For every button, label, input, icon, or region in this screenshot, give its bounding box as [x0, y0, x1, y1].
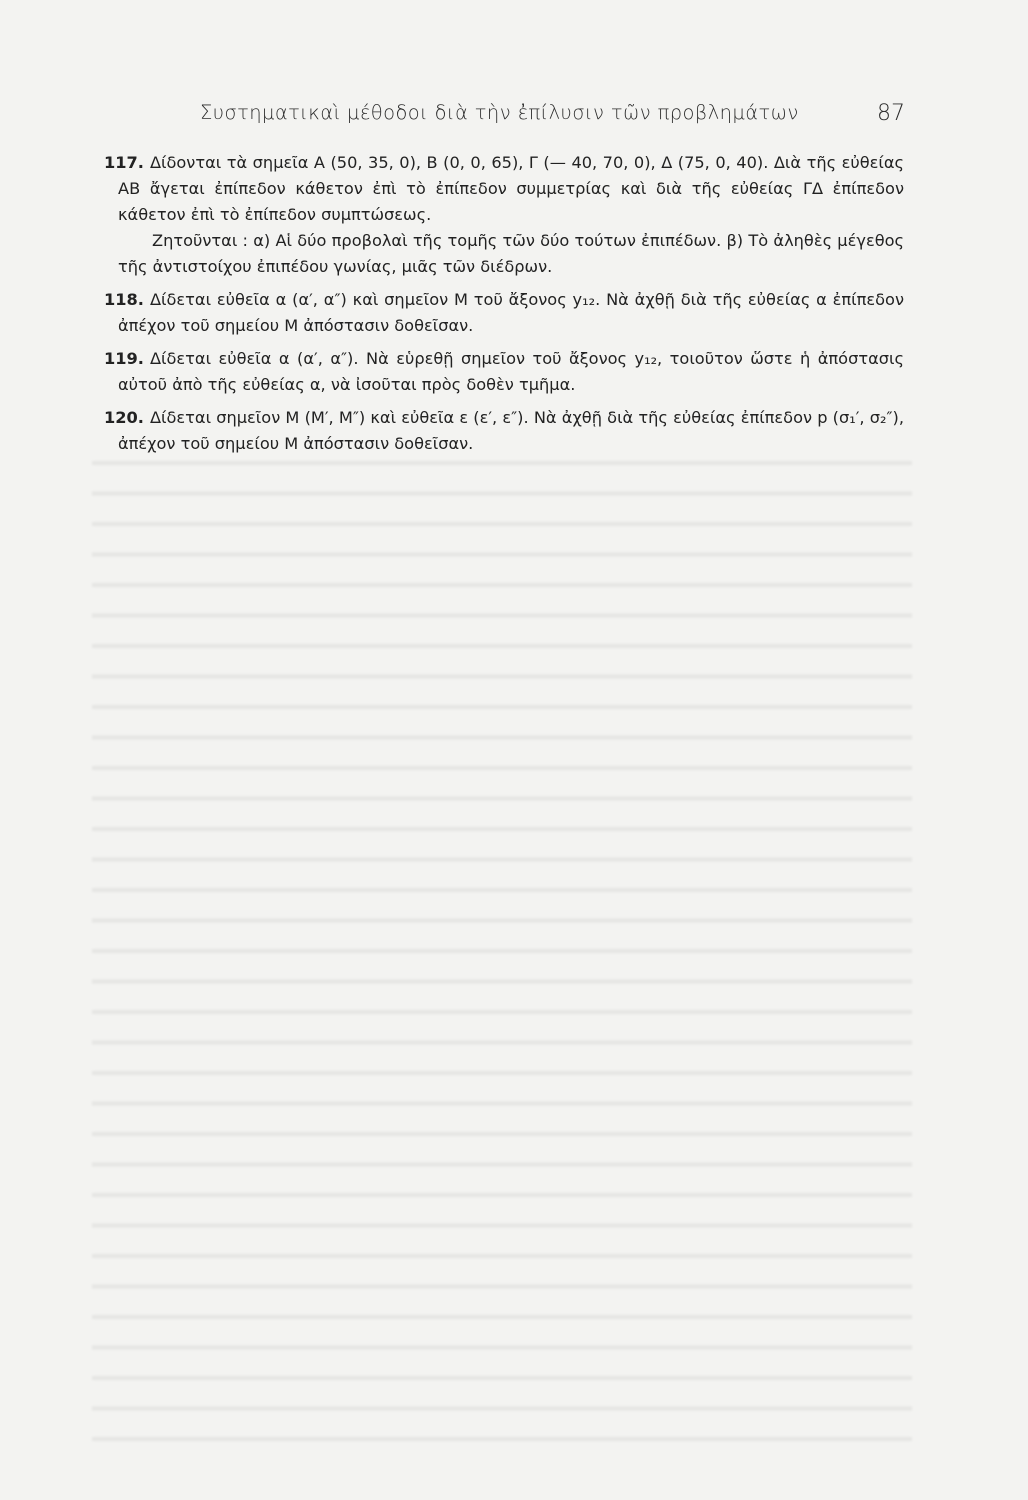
problem-text: Δίδεται εὐθεῖα α (α′, α″). Νὰ εὑρεθῇ σημεῖον τοῦ ἄξονος y₁₂, τοιοῦτον ὥστε ἡ ἀπόστασις αὐτοῦ ἀπὸ τῆς εὐθείας α, νὰ ἰσοῦται πρὸς δοθὲν τμῆμα. — [118, 349, 904, 394]
problem-text: Δίδεται σημεῖον Μ (Μ′, Μ″) καὶ εὐθεῖα ε (ε′, ε″). Νὰ ἀχθῇ διὰ τῆς εὐθείας ἐπίπεδον p (σ₁′, σ₂″), ἀπέχον τοῦ σημείου Μ ἀπόστασιν δοθεῖσαν. — [118, 408, 904, 453]
problem-text: Δίδονται τὰ σημεῖα Α (50, 35, 0), Β (0, 0, 65), Γ (— 40, 70, 0), Δ (75, 0, 40). Διὰ τῆς εὐθείας ΑΒ ἄγεται ἐπίπεδον κάθετον ἐπὶ τὸ ἐπίπεδον συμμετρίας καὶ διὰ τῆς εὐθείας ΓΔ ἐπίπεδον κάθετον ἐπὶ τὸ ἐπίπεδον συμπτώσεως. — [118, 153, 904, 224]
running-header-title: Συστηματικαὶ μέθοδοι διὰ τὴν ἐπίλυσιν τῶν προβλημάτων — [200, 101, 799, 124]
problem-119 — [104, 346, 904, 398]
page-number: 87 — [877, 101, 905, 126]
problem-list — [104, 150, 904, 457]
problem-number: 118. — [104, 290, 144, 309]
problem-120 — [104, 405, 904, 457]
problem-number: 119. — [104, 349, 144, 368]
problem-117-continuation: Ζητοῦνται : α) Αἱ δύο προβολαὶ τῆς τομῆς τῶν δύο τούτων ἐπιπέδων. β) Τὸ ἀληθὲς μέγεθος τῆς ἀντιστοίχου ἐπιπέδου γωνίας, μιᾶς τῶν διέδρων. — [118, 231, 904, 276]
problem-number: 120. — [104, 408, 144, 427]
problem-118 — [104, 287, 904, 339]
show-through-texture — [92, 440, 912, 1460]
problem-117 — [104, 150, 904, 228]
problem-number: 117. — [104, 153, 144, 172]
problem-text: Δίδεται εὐθεῖα α (α′, α″) καὶ σημεῖον Μ τοῦ ἄξονος y₁₂. Νὰ ἀχθῇ διὰ τῆς εὐθείας α ἐπίπεδον ἀπέχον τοῦ σημείου Μ ἀπόστασιν δοθεῖσαν. — [118, 290, 904, 335]
